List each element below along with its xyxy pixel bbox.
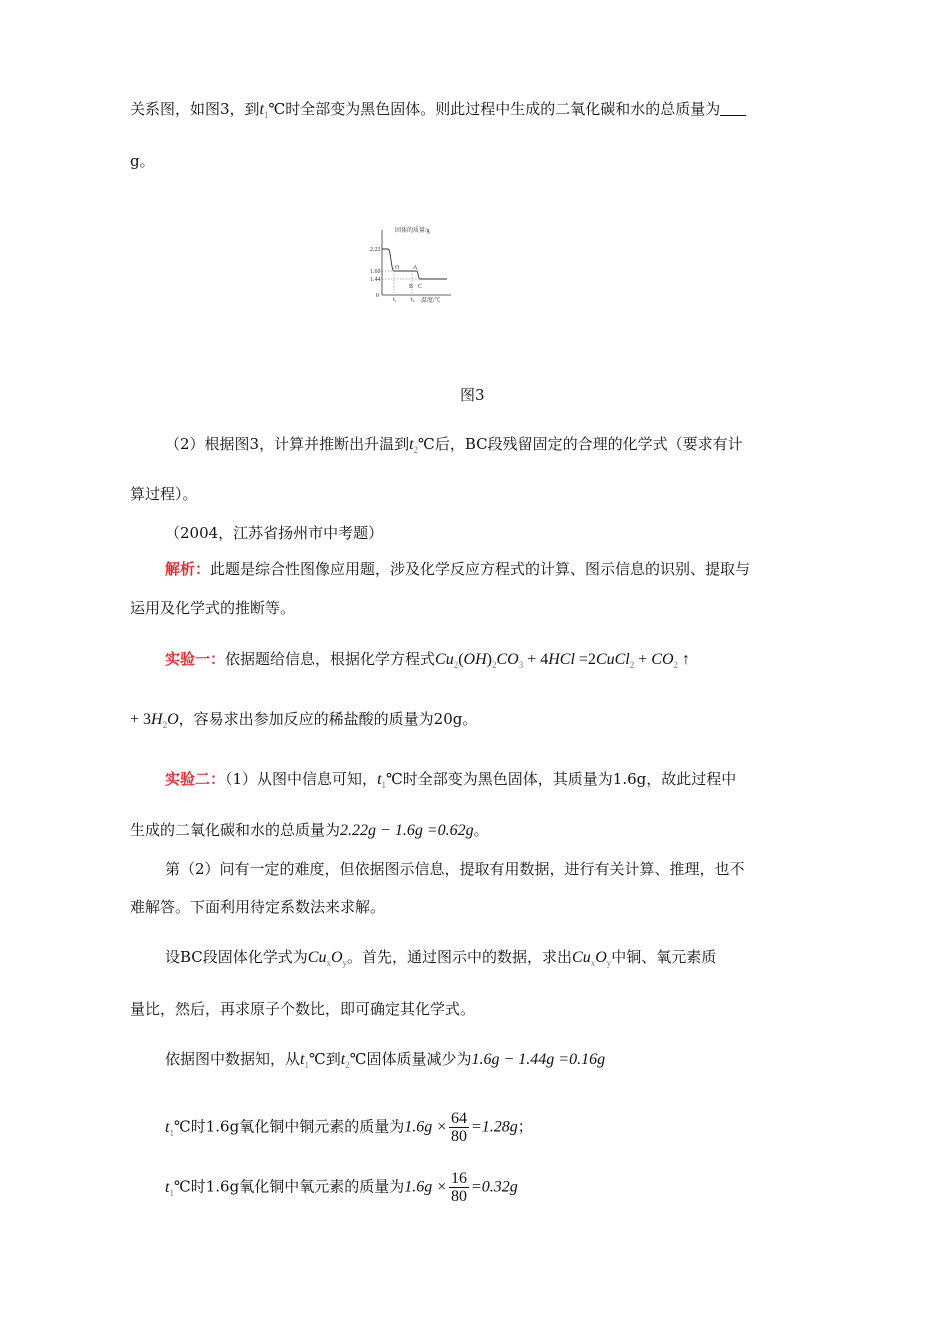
figure-xtick: t₂ — [411, 297, 415, 303]
figure-ytick: 1.60 — [370, 269, 381, 275]
figure-xlabel: 温度/℃ — [421, 298, 441, 304]
paragraph-line: + $3H_2O$，容易求出参加反应的稀盐酸的质量为20g。 — [130, 710, 478, 730]
mass-curve — [382, 249, 447, 279]
figure-ytick: 0 — [376, 293, 379, 299]
figure-point-label: B — [409, 284, 414, 290]
paragraph-line: 设BC段固体化学式为$Cu_xO_y$。首先，通过图示中的数据，求出$Cu_xO_y$中铜、氧元素质 — [165, 948, 717, 968]
mass-equation: 1.6g − 1.44g =0.16g — [471, 1051, 606, 1068]
paragraph-line: 运用及化学式的推断等。 — [130, 599, 296, 617]
figure-point-label: O — [395, 265, 400, 271]
paragraph-line: 依据图中数据知，从$t_1℃$到$t_2℃$固体质量减少为1.6g − 1.44g =0.16g — [165, 1050, 606, 1070]
exp1-label: 实验一： — [165, 650, 226, 668]
paragraph-line: 量比，然后，再求原子个数比，即可确定其化学式。 — [130, 1000, 476, 1018]
figure-point-label: C — [418, 284, 423, 290]
figure-ylabel: 固体的质量/g — [395, 228, 430, 234]
answer-blank — [720, 101, 746, 116]
figure-xtick: t₁ — [393, 297, 397, 303]
reaction-equation: $Cu_2(OH)_2CO_3 + 4HCl$ =2CuCl$_2$ + $CO_2$ ↑ — [435, 651, 690, 670]
paragraph-line: 实验二：（1）从图中信息可知，$t_1℃$时全部变为黑色固体，其质量为1.6g，故此过程中 — [165, 770, 737, 790]
fraction: $\frac{16}{80}$ — [451, 1170, 467, 1205]
paragraph-line: $t_1℃$时1.6g氧化铜中铜元素的质量为1.6g × $\frac{64}{80}$ =1.28g； — [165, 1110, 533, 1145]
figure-caption: 图3 — [460, 386, 485, 404]
paragraph-line: 解析：此题是综合性图像应用题，涉及化学反应方程式的计算、图示信息的识别、提取与 — [165, 560, 751, 578]
figure-ytick: 1.44 — [370, 277, 381, 283]
figure-ytick: 2.22 — [370, 247, 381, 253]
paragraph-line: $t_1℃$时1.6g氧化铜中氧元素的质量为1.6g × $\frac{16}{80}$ =0.32g — [165, 1170, 518, 1205]
reaction-equation-cont: + $3H_2O$ — [130, 711, 179, 730]
paragraph-line: 关系图，如图3，到$t_1℃$时全部变为黑色固体。则此过程中生成的二氧化碳和水的总质量为 — [130, 98, 746, 126]
t1-symbol: $t_1$ — [259, 101, 269, 120]
paragraph-line: 算过程）。 — [130, 485, 198, 503]
source-note: （2004，江苏省扬州市中考题） — [165, 524, 384, 542]
fraction: $\frac{64}{80}$ — [451, 1110, 467, 1145]
paragraph-line: （2）根据图3，计算并推断出升温到$t_2℃$后，BC段残留固定的合理的化学式（要求有计 — [165, 435, 743, 455]
paragraph-line: 生成的二氧化碳和水的总质量为2.22g − 1.6g =0.62g。 — [130, 821, 489, 839]
paragraph-line: 实验一：依据题给信息，根据化学方程式$Cu_2(OH)_2CO_3 + 4HCl$ =2CuCl$_2$ + $CO_2$ ↑ — [165, 650, 690, 670]
mass-temperature-figure — [365, 226, 455, 308]
figure-point-label: A — [413, 265, 418, 271]
paragraph-line: g。 — [130, 152, 155, 170]
mass-equation: 2.22g − 1.6g =0.62g — [340, 822, 474, 839]
paragraph-line: 难解答。下面利用待定系数法来求解。 — [130, 898, 386, 916]
t2-symbol: $t_2$ — [409, 436, 419, 455]
paragraph-line: 第（2）问有一定的难度，但依据图示信息，提取有用数据，进行有关计算、推理，也不 — [165, 860, 745, 878]
exp2-label: 实验二： — [165, 770, 226, 788]
analysis-label: 解析： — [165, 560, 211, 578]
